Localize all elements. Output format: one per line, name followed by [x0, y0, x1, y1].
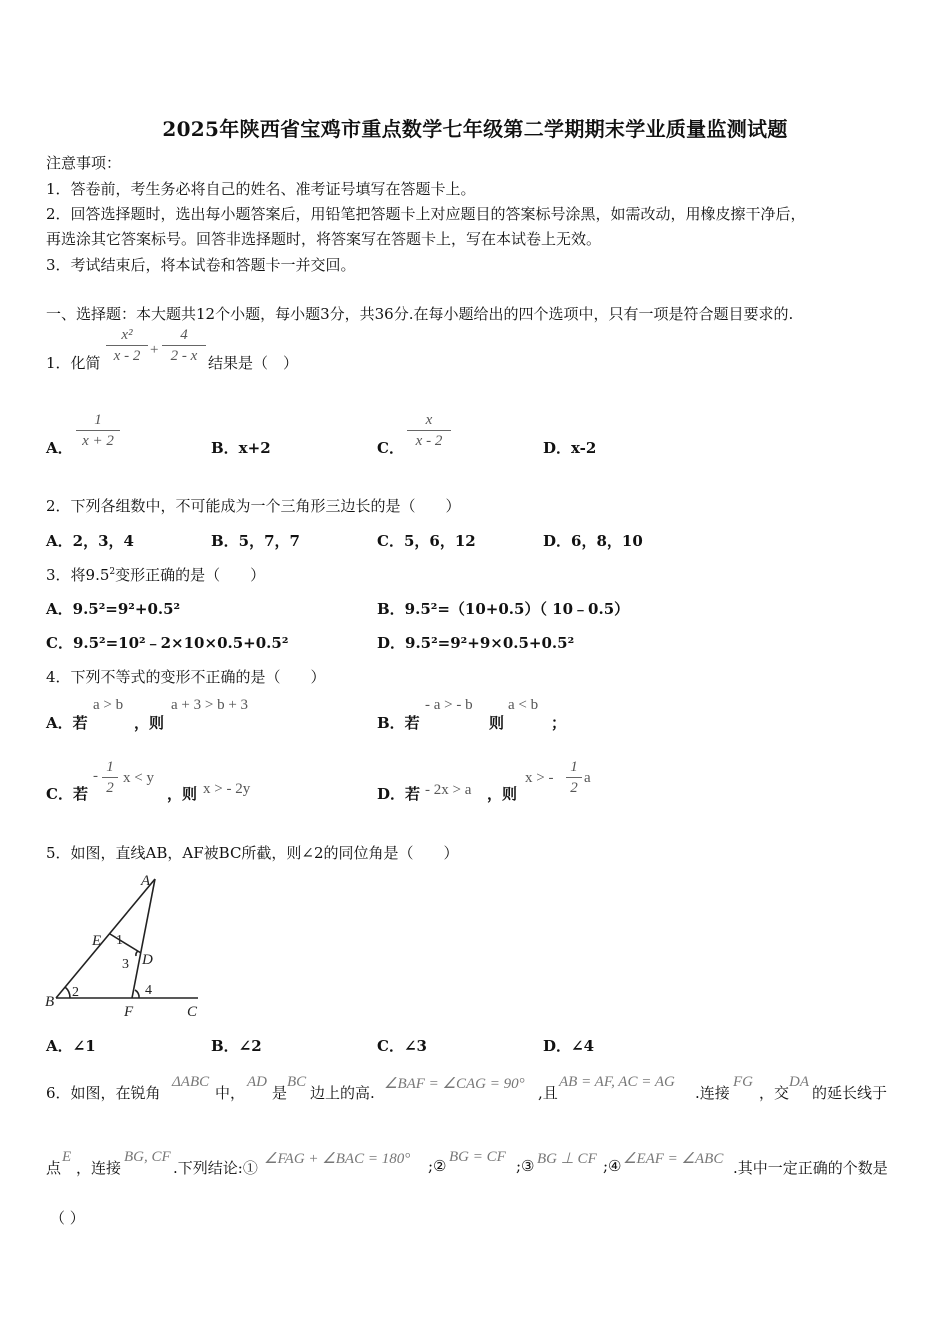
q5-geometry-figure [42, 868, 202, 1020]
q6-text-10: ，连接 [76, 1159, 122, 1177]
q1-c-numerator: x [425, 412, 433, 428]
q6-text-2: 中， [215, 1084, 246, 1102]
q6-math-e: E [62, 1149, 72, 1165]
notice-heading: 注意事项： [46, 154, 122, 172]
q6-math-angles: ∠BAF = ∠CAG = 90° [384, 1076, 525, 1092]
q4-a-math-1: a > b [93, 697, 124, 713]
q3-option-d: D．9.5²=9²+9×0.5+0.5² [377, 634, 575, 652]
notice-item-2-cont: 再选涂其它答案标号。回答非选择题时，将答案写在答题卡上，写在本试卷上无效。 [46, 230, 602, 248]
page-title: 2025年陕西省宝鸡市重点数学七年级第二学期期末学业质量监测试题 [162, 117, 788, 141]
q6-math-bgcf: BG, CF [124, 1149, 171, 1165]
q1-fraction-2 [162, 326, 206, 365]
q3-option-c: C．9.5²=10²﹣2×10×0.5+0.5² [46, 634, 289, 652]
q4-c-fraction [102, 758, 118, 797]
q1-option-a-label: A． [46, 439, 73, 457]
q4-d-math-1: - 2x > a [425, 782, 472, 798]
q6-text-8: 的延长线于 [812, 1084, 888, 1102]
q6-text-7: ，交 [759, 1084, 790, 1102]
fraction-bar [162, 345, 206, 346]
q6-math-conclusion-3: BG ⊥ CF [537, 1151, 597, 1167]
q2-option-a: A．2，3，4 [46, 532, 134, 550]
q1-option-d: D．x-2 [543, 439, 597, 457]
q1-f2-denominator: 2 - x [170, 348, 198, 364]
fraction-bar [76, 430, 120, 431]
label-e: E [92, 933, 102, 949]
q1-prefix: 1．化简 [46, 354, 101, 372]
q4-b-end: ； [551, 714, 567, 732]
q6-text-4: 边上的高. [310, 1084, 375, 1102]
q4-c-math-1b: x < y [123, 770, 154, 786]
angle-4-arc [135, 990, 139, 998]
fraction-bar [102, 777, 118, 778]
q1-f2-numerator: 4 [180, 327, 188, 343]
q1-suffix: 结果是（ ） [208, 354, 299, 372]
q6-math-da: DA [789, 1074, 809, 1090]
q4-a-math-2: a + 3 > b + 3 [171, 697, 249, 713]
q2-option-d: D．6，8，10 [543, 532, 643, 550]
q4-d-math-2b: a [584, 770, 591, 786]
q6-text-11: .下列结论:① [173, 1159, 258, 1177]
q6-text-15: .其中一定正确的个数是 [733, 1159, 888, 1177]
q1-a-numerator: 1 [94, 412, 102, 428]
label-f: F [124, 1004, 134, 1020]
label-a: A [141, 873, 151, 889]
q4-d-fraction [566, 758, 582, 797]
label-d: D [142, 952, 153, 968]
q3-stem-sup: 2 [109, 567, 116, 577]
q4-d-math-2a: x > - [525, 770, 554, 786]
q4-c-mid: ，则 [167, 785, 198, 803]
q1-f1-denominator: x - 2 [113, 348, 141, 364]
q6-math-triangle: ΔABC [172, 1074, 210, 1090]
q3-stem [46, 564, 265, 585]
q5-stem: 5．如图，直线AB，AF被BC所截，则∠2的同位角是（ ） [46, 844, 459, 862]
q4-option-c-label: C．若 [46, 785, 88, 803]
q6-math-sides: AB = AF, AC = AG [559, 1074, 675, 1090]
fraction-bar [106, 345, 148, 346]
q5-option-a: A．∠1 [46, 1037, 96, 1055]
q6-text-9: 点 [46, 1159, 62, 1177]
q6-math-fg: FG [733, 1074, 753, 1090]
label-angle-1: 1 [116, 933, 123, 948]
q2-option-b: B．5，7，7 [211, 532, 300, 550]
q4-d-mid: ，则 [487, 785, 518, 803]
label-c: C [187, 1004, 198, 1020]
q4-c-numerator: 1 [106, 759, 114, 775]
q4-b-math-1: - a > - b [425, 697, 473, 713]
q4-d-denominator: 2 [570, 780, 578, 796]
q4-option-b-label: B．若 [377, 714, 420, 732]
q4-a-mid: ，则 [134, 714, 165, 732]
label-angle-3: 3 [122, 957, 129, 972]
notice-item-3: 3．考试结束后，将本试卷和答题卡一并交回。 [46, 256, 356, 274]
q4-b-math-2: a < b [508, 697, 539, 713]
label-b: B [45, 994, 55, 1010]
q6-text-3: 是 [272, 1084, 288, 1102]
q5-option-b: B．∠2 [211, 1037, 262, 1055]
q2-stem: 2．下列各组数中，不可能成为一个三角形三边长的是（ ） [46, 497, 461, 515]
q3-stem-a: 3．将9.5 [46, 566, 110, 584]
q4-b-mid: 则 [489, 714, 505, 732]
q1-option-b: B．x+2 [211, 439, 271, 457]
q6-math-bc: BC [287, 1074, 307, 1090]
line-ed [110, 934, 141, 953]
fraction-bar [566, 777, 582, 778]
q4-d-numerator: 1 [570, 759, 578, 775]
label-angle-2: 2 [72, 985, 79, 1000]
q6-text-1: 6．如图，在锐角 [46, 1084, 161, 1102]
line-ab [56, 879, 155, 998]
q6-text-12: ;② [428, 1157, 447, 1175]
q4-stem: 4．下列不等式的变形不正确的是（ ） [46, 668, 326, 686]
q1-fraction-1 [106, 326, 148, 365]
q1-c-denominator: x - 2 [415, 433, 443, 449]
q1-plus: + [150, 342, 159, 358]
q2-option-c: C．5，6，12 [377, 532, 476, 550]
q6-math-conclusion-2: BG = CF [449, 1149, 506, 1165]
q6-text-14: ;④ [603, 1157, 622, 1175]
q4-c-denominator: 2 [106, 780, 114, 796]
q6-text-5: ,且 [538, 1084, 558, 1102]
q1-a-denominator: x + 2 [82, 433, 114, 449]
q5-option-d: D．∠4 [543, 1037, 595, 1055]
q4-option-a-label: A．若 [46, 714, 88, 732]
q1-option-a-fraction [76, 411, 120, 450]
angle-3-arc [136, 951, 138, 956]
q6-math-conclusion-1: ∠FAG + ∠BAC = 180° [264, 1151, 411, 1167]
q6-text-13: ;③ [516, 1157, 535, 1175]
q6-text-6: .连接 [695, 1084, 730, 1102]
q6-math-conclusion-4: ∠EAF = ∠ABC [623, 1151, 724, 1167]
label-angle-4: 4 [145, 983, 152, 998]
line-af [132, 879, 155, 998]
angle-2-arc [65, 987, 70, 998]
section-heading: 一、选择题：本大题共12个小题，每小题3分，共36分.在每小题给出的四个选项中，只有一项是符合题目要求的. [46, 305, 794, 323]
q4-c-math-2: x > - 2y [203, 781, 251, 797]
q3-stem-b: 变形正确的是（ ） [115, 566, 266, 584]
fraction-bar [407, 430, 451, 431]
q4-option-d-label: D．若 [377, 785, 421, 803]
q1-option-c-fraction [407, 411, 451, 450]
q6-answer-blank: （ ） [50, 1209, 85, 1227]
q3-option-a: A．9.5²=9²+0.5² [46, 600, 181, 618]
q5-option-c: C．∠3 [377, 1037, 427, 1055]
notice-item-2: 2．回答选择题时，选出每小题答案后，用铅笔把答题卡上对应题目的答案标号涂黑，如需改动，用橡皮擦干净后， [46, 205, 806, 223]
q1-f1-numerator: x² [121, 327, 133, 343]
q1-option-c-label: C． [377, 439, 404, 457]
notice-item-1: 1．答卷前，考生务必将自己的姓名、准考证号填写在答题卡上。 [46, 180, 476, 198]
q4-c-minus: - [93, 768, 98, 784]
q6-math-ad: AD [247, 1074, 267, 1090]
q3-option-b: B．9.5²=（10+0.5）（ 10﹣0.5） [377, 600, 630, 618]
